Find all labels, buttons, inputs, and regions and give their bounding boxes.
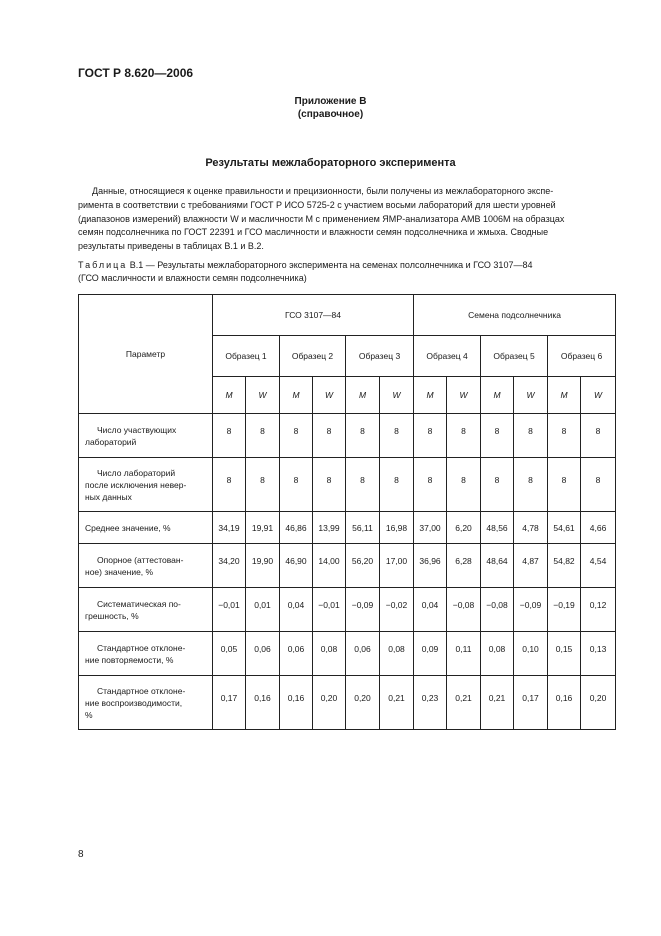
subcol-header: W (447, 377, 481, 414)
appendix-subtitle: (справочное) (297, 109, 364, 120)
table-cell: 13,99 (313, 512, 346, 544)
table-cell: −0,01 (213, 588, 246, 632)
intro-line: Данные, относящиеся к оценке правильности и прецизионности, были получены из межлабораторного экспе- (92, 186, 554, 196)
table-cell: 0,04 (414, 588, 447, 632)
intro-line: семян подсолнечника по ГОСТ 22391 и ГСО масличности и влажности семян подсолнечника и жмыха. Сводные (78, 227, 549, 238)
table-cell: 6,28 (447, 544, 481, 588)
table-cell: 48,64 (481, 544, 514, 588)
appendix-title: Приложение В (294, 96, 367, 107)
table-cell: −0,09 (346, 588, 380, 632)
table-cell: 17,00 (380, 544, 414, 588)
table-cell: 0,12 (581, 588, 616, 632)
table-cell: 8 (548, 458, 581, 512)
table-cell: 8 (548, 414, 581, 458)
table-cell: 8 (280, 414, 313, 458)
table-cell: 19,91 (246, 512, 280, 544)
param-header: Параметр (79, 295, 213, 414)
table-cell: 0,06 (280, 632, 313, 676)
table-cell: −0,02 (380, 588, 414, 632)
table-cell: 0,21 (447, 676, 481, 730)
table-cell: 56,11 (346, 512, 380, 544)
table-cell: 16,98 (380, 512, 414, 544)
table-cell: 0,06 (246, 632, 280, 676)
subcol-header: M (548, 377, 581, 414)
table-cell: 8 (380, 414, 414, 458)
subcol-header: M (346, 377, 380, 414)
subcol-header: W (380, 377, 414, 414)
table-cell: 34,19 (213, 512, 246, 544)
subcol-header: M (481, 377, 514, 414)
group-header: Семена подсолнечника (414, 295, 616, 336)
row-label (79, 544, 213, 588)
table-cell: 56,20 (346, 544, 380, 588)
table-row (79, 458, 616, 512)
table-cell: 14,00 (313, 544, 346, 588)
sample-header: Образец 4 (414, 336, 481, 377)
table-cell: 0,20 (346, 676, 380, 730)
table-cell: 54,82 (548, 544, 581, 588)
row-label-line: грешность, % (85, 610, 139, 621)
row-label (79, 588, 213, 632)
table-cell: 8 (280, 458, 313, 512)
table-cell: 8 (213, 458, 246, 512)
table-cell: 0,08 (313, 632, 346, 676)
table-cell: 8 (346, 414, 380, 458)
results-table (78, 294, 616, 730)
table-row (79, 632, 616, 676)
table-cell: 8 (346, 458, 380, 512)
intro-paragraph (78, 185, 615, 254)
table-cell: 0,13 (581, 632, 616, 676)
table-cell: 8 (447, 458, 481, 512)
row-label-line: ние повторяемости, % (85, 654, 174, 665)
table-cell: 0,20 (581, 676, 616, 730)
table-cell: 8 (581, 414, 616, 458)
row-label-line: Стандартное отклоне- (97, 642, 186, 653)
table-cell: 8 (246, 414, 280, 458)
table-cell: 0,08 (380, 632, 414, 676)
table-cell: −0,08 (481, 588, 514, 632)
table-cell: 8 (514, 458, 548, 512)
caption-text: В.1 — Результаты межлабораторного эксперимента на семенах полсолнечника и ГСО 3107—84 (127, 260, 533, 270)
row-label-line: Число лабораторий (97, 467, 176, 478)
sample-header: Образец 3 (346, 336, 414, 377)
table-cell: 8 (313, 458, 346, 512)
table-cell: 37,00 (414, 512, 447, 544)
row-label-line: Среднее значение, % (85, 522, 171, 533)
row-label-line: Стандартное отклоне- (97, 685, 186, 696)
subcol-header: W (313, 377, 346, 414)
table-cell: 8 (581, 458, 616, 512)
table-row (79, 544, 616, 588)
table-row (79, 676, 616, 730)
table-cell: 48,56 (481, 512, 514, 544)
table-caption (78, 259, 615, 285)
row-label (79, 632, 213, 676)
table-cell: 0,06 (346, 632, 380, 676)
table-cell: 4,78 (514, 512, 548, 544)
table-cell: 8 (447, 414, 481, 458)
subcol-header: W (246, 377, 280, 414)
subcol-header: W (581, 377, 616, 414)
table-cell: 8 (414, 414, 447, 458)
table-cell: 34,20 (213, 544, 246, 588)
caption-line2: (ГСО масличности и влажности семян подсолнечника) (78, 273, 307, 283)
table-cell: 0,01 (246, 588, 280, 632)
table-cell: 46,86 (280, 512, 313, 544)
intro-line: (диапазонов измерений) влажности W и масличности M с применением ЯМР-анализатора АМВ 1006М на образцах (78, 213, 565, 224)
table-cell: 0,16 (280, 676, 313, 730)
row-label-line: ние воспроизводимости, (85, 697, 183, 708)
section-title: Результаты межлабораторного эксперимента (205, 157, 456, 169)
subcol-header: M (414, 377, 447, 414)
intro-line: результаты приведены в таблицах В.1 и В.2. (78, 241, 264, 252)
document-header: ГОСТ Р 8.620—2006 (78, 66, 194, 80)
row-label-line: Число участвующих (97, 424, 177, 435)
table-cell: 54,61 (548, 512, 581, 544)
sample-header: Образец 5 (481, 336, 548, 377)
sample-header: Образец 1 (213, 336, 280, 377)
row-label-line: Систематическая по- (97, 598, 181, 609)
table-cell: 36,96 (414, 544, 447, 588)
row-label (79, 676, 213, 730)
table-cell: 8 (380, 458, 414, 512)
table-cell: 8 (246, 458, 280, 512)
table-cell: 0,08 (481, 632, 514, 676)
row-label (79, 458, 213, 512)
table-cell: 8 (481, 458, 514, 512)
table-cell: −0,09 (514, 588, 548, 632)
table-cell: 0,21 (380, 676, 414, 730)
subcol-header: W (514, 377, 548, 414)
table-cell: 8 (313, 414, 346, 458)
row-label-line: ных данных (85, 491, 132, 502)
table-cell: −0,01 (313, 588, 346, 632)
table-cell: 6,20 (447, 512, 481, 544)
table-cell: 4,54 (581, 544, 616, 588)
table-cell: 0,20 (313, 676, 346, 730)
table-cell: 0,16 (246, 676, 280, 730)
row-label-line: % (85, 709, 93, 720)
table-cell: 0,17 (213, 676, 246, 730)
table-cell: 0,10 (514, 632, 548, 676)
table-cell: 8 (481, 414, 514, 458)
group-header: ГСО 3107—84 (213, 295, 414, 336)
table-cell: 0,23 (414, 676, 447, 730)
sample-header: Образец 6 (548, 336, 616, 377)
sample-header: Образец 2 (280, 336, 346, 377)
table-row (79, 414, 616, 458)
table-row (79, 588, 616, 632)
table-cell: 0,16 (548, 676, 581, 730)
table-cell: 0,09 (414, 632, 447, 676)
table-cell: −0,19 (548, 588, 581, 632)
row-label-line: после исключения невер- (85, 479, 187, 490)
table-cell: 8 (414, 458, 447, 512)
table-cell: 4,66 (581, 512, 616, 544)
table-cell: 0,05 (213, 632, 246, 676)
table-cell: 8 (213, 414, 246, 458)
page-number: 8 (78, 849, 84, 860)
subcol-header: M (280, 377, 313, 414)
subcol-header: M (213, 377, 246, 414)
table-cell: 0,11 (447, 632, 481, 676)
table-cell: 19,90 (246, 544, 280, 588)
table-cell: 46,90 (280, 544, 313, 588)
table-cell: 4,87 (514, 544, 548, 588)
table-cell: 0,17 (514, 676, 548, 730)
caption-label: Таблица (78, 260, 128, 270)
intro-line: римента в соответствии с требованиями ГОСТ Р ИСО 5725-2 с участием восьми лабораторий для шести уровней (78, 199, 556, 210)
table-cell: −0,08 (447, 588, 481, 632)
table-row (79, 512, 616, 544)
row-label-line: лабораторий (85, 436, 137, 447)
row-label (79, 512, 213, 544)
table-cell: 0,15 (548, 632, 581, 676)
row-label-line: ное) значение, % (85, 566, 154, 577)
row-label-line: Опорное (аттестован- (97, 554, 184, 565)
appendix-heading (0, 95, 661, 121)
table-cell: 0,04 (280, 588, 313, 632)
table-cell: 8 (514, 414, 548, 458)
row-label (79, 414, 213, 458)
table-cell: 0,21 (481, 676, 514, 730)
